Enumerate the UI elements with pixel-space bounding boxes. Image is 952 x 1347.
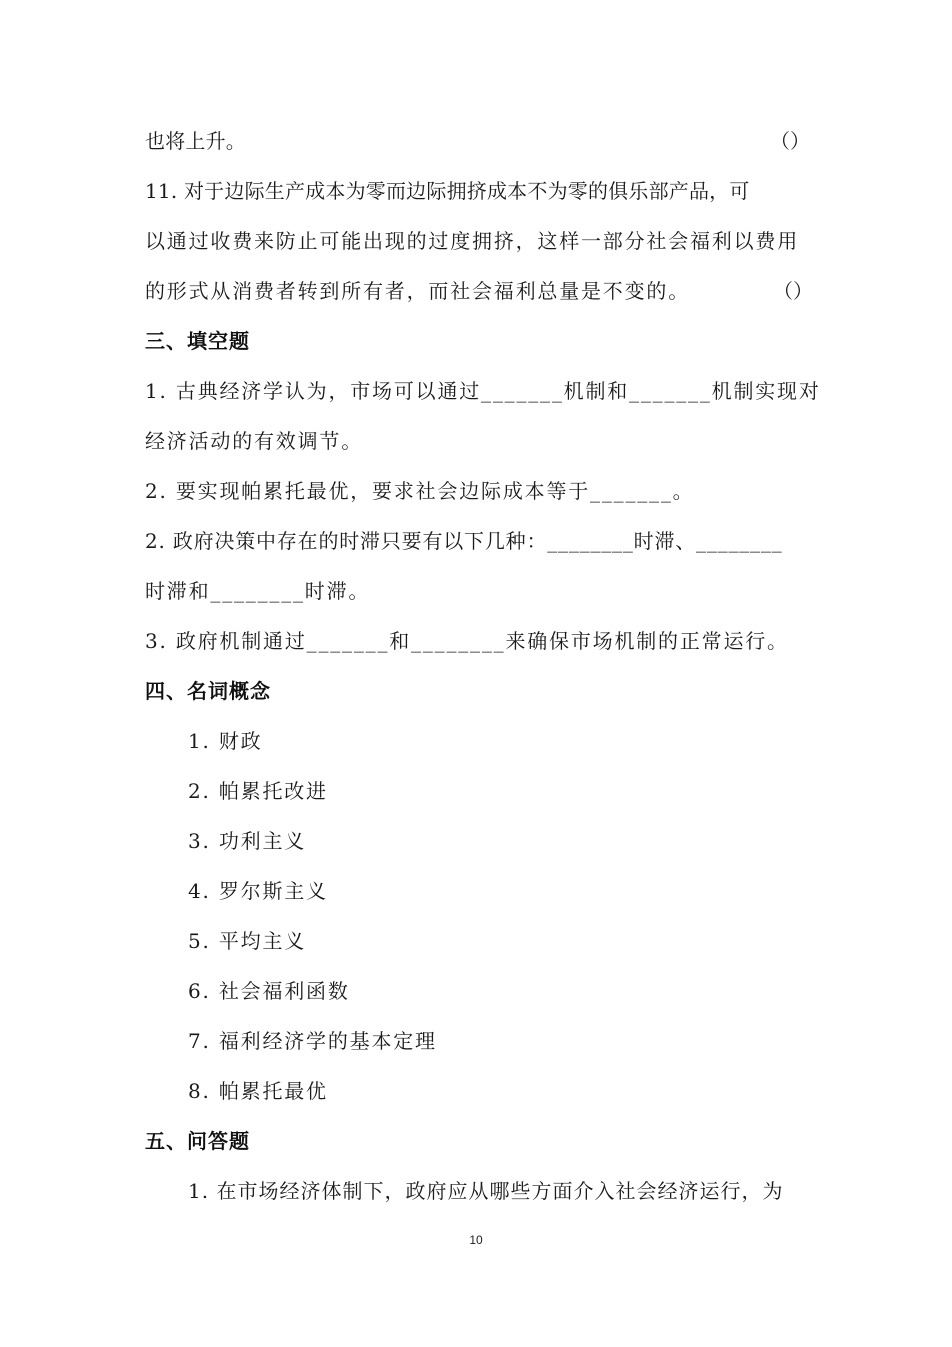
term-item: 4. 罗尔斯主义 [188,879,328,903]
term-item: 7. 福利经济学的基本定理 [188,1029,437,1053]
term-item: 1. 财政 [188,729,263,753]
section-heading-fill-in: 三、填空题 [145,329,250,353]
q10-text: 也将上升。 [145,129,246,153]
term-item: 3. 功利主义 [188,829,307,853]
q11-line-2: 以通过收费来防止可能出现的过度拥挤，这样一部分社会福利以费用 [145,229,799,253]
q11-line-1 [145,178,810,204]
fill-q2a: 2. 要实现帕累托最优，要求社会边际成本等于_______。 [145,479,695,503]
fill-q2b-line-1: 2. 政府决策中存在的时滞只要有以下几种：________时滞、________ [145,529,783,553]
fill-q1-line-1: 1. 古典经济学认为，市场可以通过_______机制和_______机制实现对 [145,379,821,403]
term-item: 5. 平均主义 [188,929,307,953]
q11-answer-paren: （） [773,279,813,303]
qa-q1-line-1: 1. 在市场经济体制下，政府应从哪些方面介入社会经济运行，为 [188,1179,784,1203]
q11-text-1: 11. 对于边际生产成本为零而边际拥挤成本不为零的俱乐部产品，可 [145,179,750,203]
fill-q2b-line-2: 时滞和________时滞。 [145,579,371,603]
q11-text-3: 的形式从消费者转到所有者，而社会福利总量是不变的。 [145,279,690,303]
q10-last-line [145,128,810,154]
term-item: 6. 社会福利函数 [188,979,350,1003]
fill-q1-line-2: 经济活动的有效调节。 [145,429,363,453]
q11-line-3 [145,278,813,304]
fill-q3: 3. 政府机制通过_______和________来确保市场机制的正常运行。 [145,629,789,653]
section-heading-qa: 五、问答题 [145,1129,250,1153]
section-heading-terms: 四、名词概念 [145,679,271,703]
term-item: 8. 帕累托最优 [188,1079,328,1103]
q10-answer-paren: （） [770,129,810,153]
page-number: 10 [469,1233,483,1247]
term-item: 2. 帕累托改进 [188,779,328,803]
